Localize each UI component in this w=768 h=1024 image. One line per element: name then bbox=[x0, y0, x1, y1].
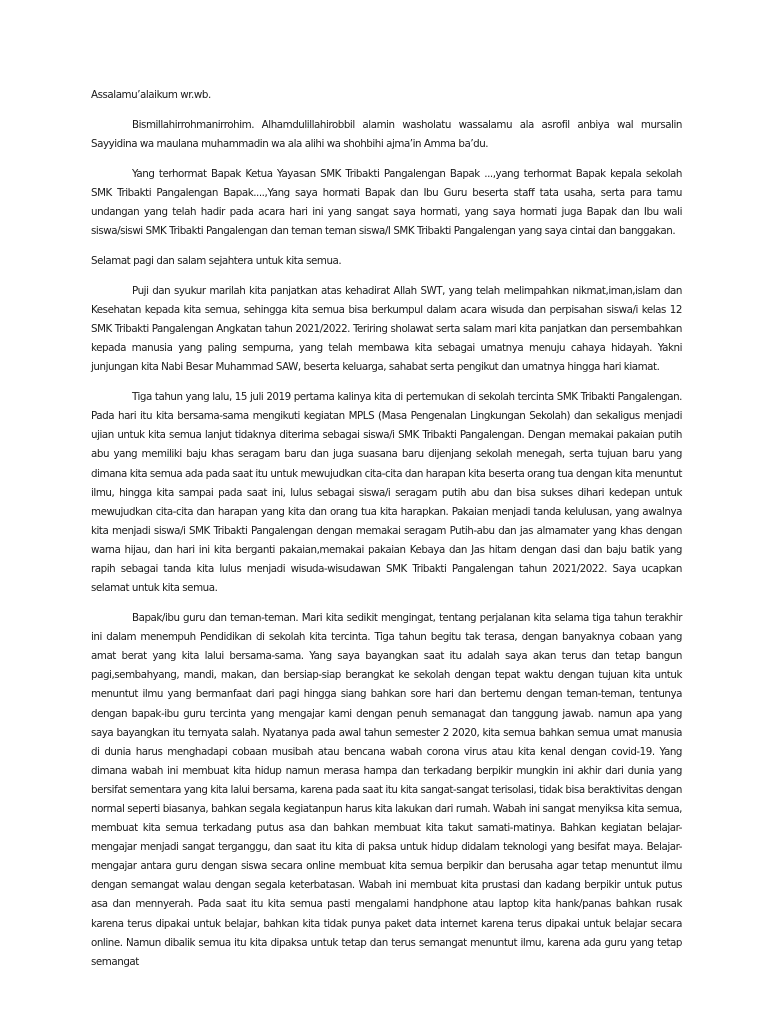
greeting-paragraph: Assalamu’alaikum wr.wb. bbox=[91, 89, 211, 101]
opening-prayer-paragraph: Bismillahirrohmanirrohim. Alhamdulillahirobbil alamin washolatu wassalamu ala asrofil anbiya wal mursalin Sayyidina wa maulana muhammadin wa ala alihi wa shohbihi ajma’in Amma ba’du. bbox=[91, 118, 682, 150]
document-page bbox=[91, 86, 682, 983]
memories-paragraph: Tiga tahun yang lalu, 15 juli 2019 pertama kalinya kita di pertemukan di sekolah tercinta SMK Tribakti Pangalengan. Pada hari itu kita bersama-sama mengikuti kegiatan MPLS (Masa Pengenalan Lingkungan Sekolah) dan sekaligus menjadi ujian untuk kita semua lanjut tidaknya diterima sebagai siswa/i SMK Tribakti Pangalengan. Dengan memakai pakaian putih abu yang memiliki baju khas seragam baru dan juga suasana baru dijenjang sekolah menegah, serta tujuan baru yang dimana kita semua ada pada saat itu untuk mewujudkan cita-cita dan harapan kita beserta orang tua dengan kita menuntut ilmu, hingga kita sampai pada saat ini, lulus sebagai siswa/i seragam putih abu dan bisa sukses dihari kedepan untuk mewujudkan cita-cita dan harapan yang kita dan orang tua kita harapkan. Pakaian menjadi tanda kelulusan, yang awalnya kita menjadi siswa/i SMK Tribakti Pangalengan dengan memakai seragam Putih-abu dan jas almamater yang khas dengan warna hijau, dan hari ini kita berganti pakaian,memakai pakaian Kebaya dan Jas hitam dengan dasi dan baju batik yang rapih sebagai tanda kita lulus menjadi wisuda-wisudawan SMK Tribakti Pangalengan tahun 2021/2022. Saya ucapkan selamat untuk kita semua. bbox=[91, 391, 683, 595]
salutation-paragraph: Yang terhormat Bapak Ketua Yayasan SMK Tribakti Pangalengan Bapak ...,yang terhormat Bapak kepala sekolah SMK Tribakti Pangalengan Bapak....,Yang saya hormati Bapak dan Ibu Guru beserta staff tata usaha, serta para tamu undangan yang telah hadir pada acara hari ini yang sangat saya hormati, yang saya hormati juga Bapak dan Ibu wali siswa/siswi SMK Tribakti Pangalengan dan teman teman siswa/I SMK Tribakti Pangalengan yang saya cintai dan banggakan. bbox=[91, 167, 682, 238]
good-morning-paragraph: Selamat pagi dan salam sejahtera untuk kita semua. bbox=[91, 255, 342, 268]
gratitude-paragraph: Puji dan syukur marilah kita panjatkan atas kehadirat Allah SWT, yang telah melimpahkan nikmat,iman,islam dan Kesehatan kepada kita semua, sehingga kita semua bisa berkumpul dalam acara wisuda dan perpisahan siswa/i kelas 12 SMK Tribakti Pangalengan Angkatan tahun 2021/2022. Teriring sholawat serta salam mari kita panjatkan dan persembahkan kepada manusia yang paling sempurna, yang telah membawa kita sebagai umatnya menuju cahaya hidayah. Yakni junjungan kita Nabi Besar Muhammad SAW, beserta keluarga, sahabat serta pengikut dan umatnya hingga hari kiamat. bbox=[91, 284, 682, 374]
journey-paragraph: Bapak/ibu guru dan teman-teman. Mari kita sedikit mengingat, tentang perjalanan kita selama tiga tahun terakhir ini dalam menempuh Pendidikan di sekolah kita tercinta. Tiga tahun begitu tak terasa, dengan banyaknya cobaan yang amat berat yang kita lalui bersama-sama. Yang saya bayangkan saat itu adalah saya akan terus dan tetap bangun pagi,sembahyang, mandi, makan, dan bersiap-siap berangkat ke sekolah dengan tepat waktu dengan tujuan kita untuk menuntut ilmu yang bermanfaat dari pagi hingga siang bahkan sore hari dan bertemu dengan teman-teman, tentunya dengan bapak-ibu guru tercinta yang mengajar kami dengan penuh semanagat dan tanggung jawab. namun apa yang saya bayangkan itu ternyata salah. Nyatanya pada awal tahun semester 2 2020, kita semua bahkan semua umat manusia di dunia harus menghadapi cobaan musibah atau bencana wabah corona virus atau kita kenal dengan covid-19. Yang dimana wabah ini membuat kita hidup namun merasa hampa dan terkadang berpikir mungkin ini akhir dari dunia yang bersifat sementara yang kita lalui bersama, karena pada saat itu kita sangat-sangat terisolasi, tidak bisa beraktivitas dengan normal seperti biasanya, bahkan segala kegiatanpun harus kita lakukan dari rumah. Wabah ini sangat menyiksa kita semua, membuat kita semua terkadang putus asa dan bahkan membuat kita takut samati-matinya. Bahkan kegiatan belajar-mengajar menjadi sangat terganggu, dan saat itu kita di paksa untuk hidup didalam teknologi yang besifat maya. Belajar-mengajar antara guru dengan siswa secara online membuat kita semua berpikir dan berusaha agar tetap menuntut ilmu dengan semangat walau dengan segala keterbatasan. Wabah ini membuat kita prustasi dan kadang berpikir untuk putus asa dan mennyerah. Pada saat itu kita semua pasti mengalami handphone atau laptop kita hank/panas bahkan rusak karena terus dipakai untuk belajar, bahkan kita tidak punya paket data internet karena terus dipakai untuk belajar secara online. Namun dibalik semua itu kita dipaksa untuk tetap dan terus semangat menuntut ilmu, karena ada guru yang tetap semangat bbox=[91, 612, 682, 968]
